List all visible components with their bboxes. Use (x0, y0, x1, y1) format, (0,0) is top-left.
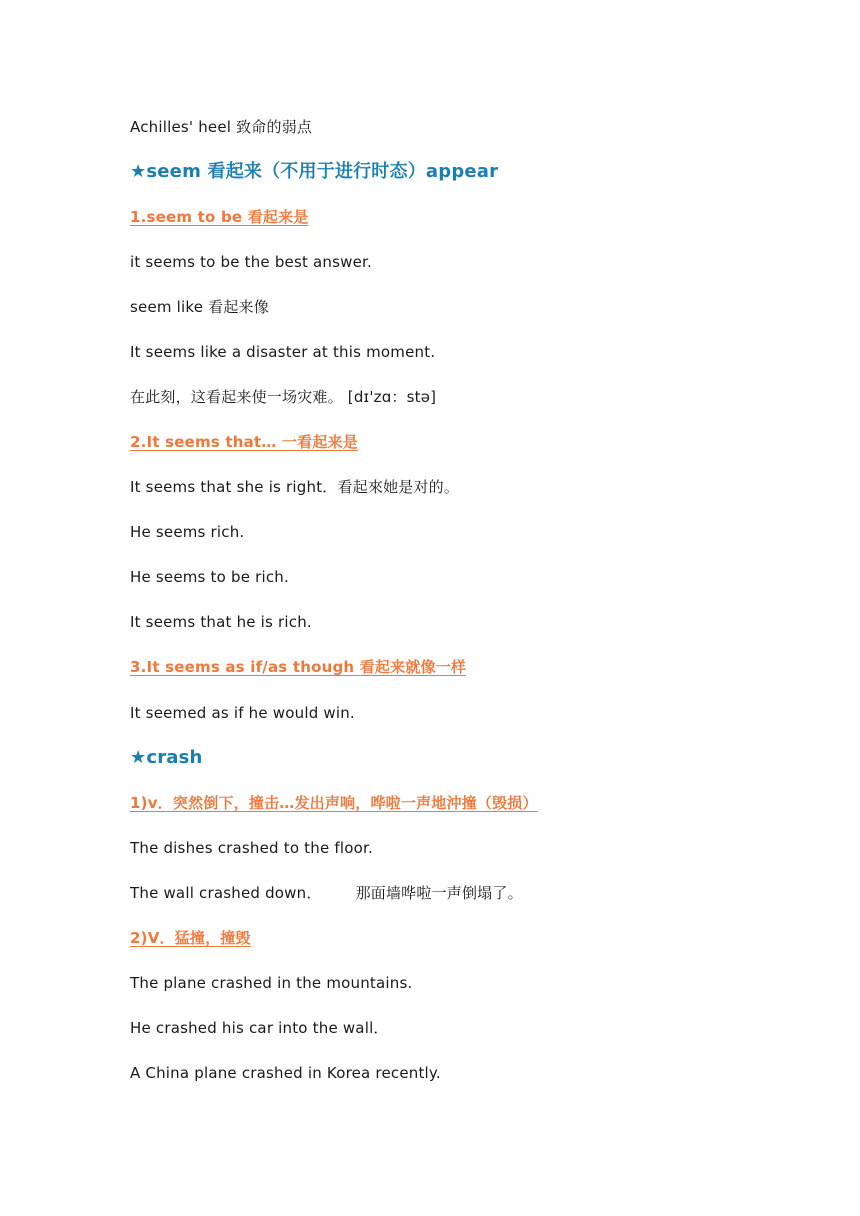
section-heading-crash: ★crash (130, 747, 203, 768)
example-sentence-english: The wall crashed down． (130, 884, 322, 902)
subheading-as-if: 3.It seems as if/as though 看起来就像一样 (130, 658, 467, 676)
example-sentence: It seemed as if he would win. (130, 704, 355, 722)
example-sentence: It seems that he is rich. (130, 613, 312, 631)
translation-line: 在此刻，这看起来使一场灾难。 [dɪ'zɑ：stə] (130, 388, 437, 406)
example-sentence: The plane crashed in the mountains. (130, 974, 413, 992)
example-sentence-chinese: 那面墙哗啦一声倒塌了。 (355, 884, 523, 902)
phrase-line: seem like 看起来像 (130, 298, 269, 316)
example-sentence: He seems to be rich. (130, 568, 289, 586)
example-sentence: A China plane crashed in Korea recently. (130, 1064, 441, 1082)
subheading-crash-meaning-1: 1)v．突然倒下，撞击…发出声响，哗啦一声地沖撞（毁损） (130, 794, 538, 812)
subheading-it-seems-that: 2.It seems that… 一看起来是 (130, 433, 358, 451)
idiom-line: Achilles' heel 致命的弱点 (130, 118, 313, 136)
subheading-crash-meaning-2: 2)V．猛撞，撞毁 (130, 929, 251, 947)
example-sentence: It seems that she is right．看起來她是对的。 (130, 478, 460, 496)
section-heading-seem: ★seem 看起来（不用于进行时态）appear (130, 161, 499, 182)
example-sentence: The dishes crashed to the floor. (130, 839, 373, 857)
example-sentence: He crashed his car into the wall． (130, 1019, 389, 1037)
example-sentence-with-translation (130, 883, 523, 903)
example-sentence: He seems rich. (130, 523, 245, 541)
example-sentence: It seems like a disaster at this moment. (130, 343, 436, 361)
subheading-seem-to-be: 1.seem to be 看起来是 (130, 208, 309, 226)
example-sentence: it seems to be the best answer. (130, 253, 372, 271)
